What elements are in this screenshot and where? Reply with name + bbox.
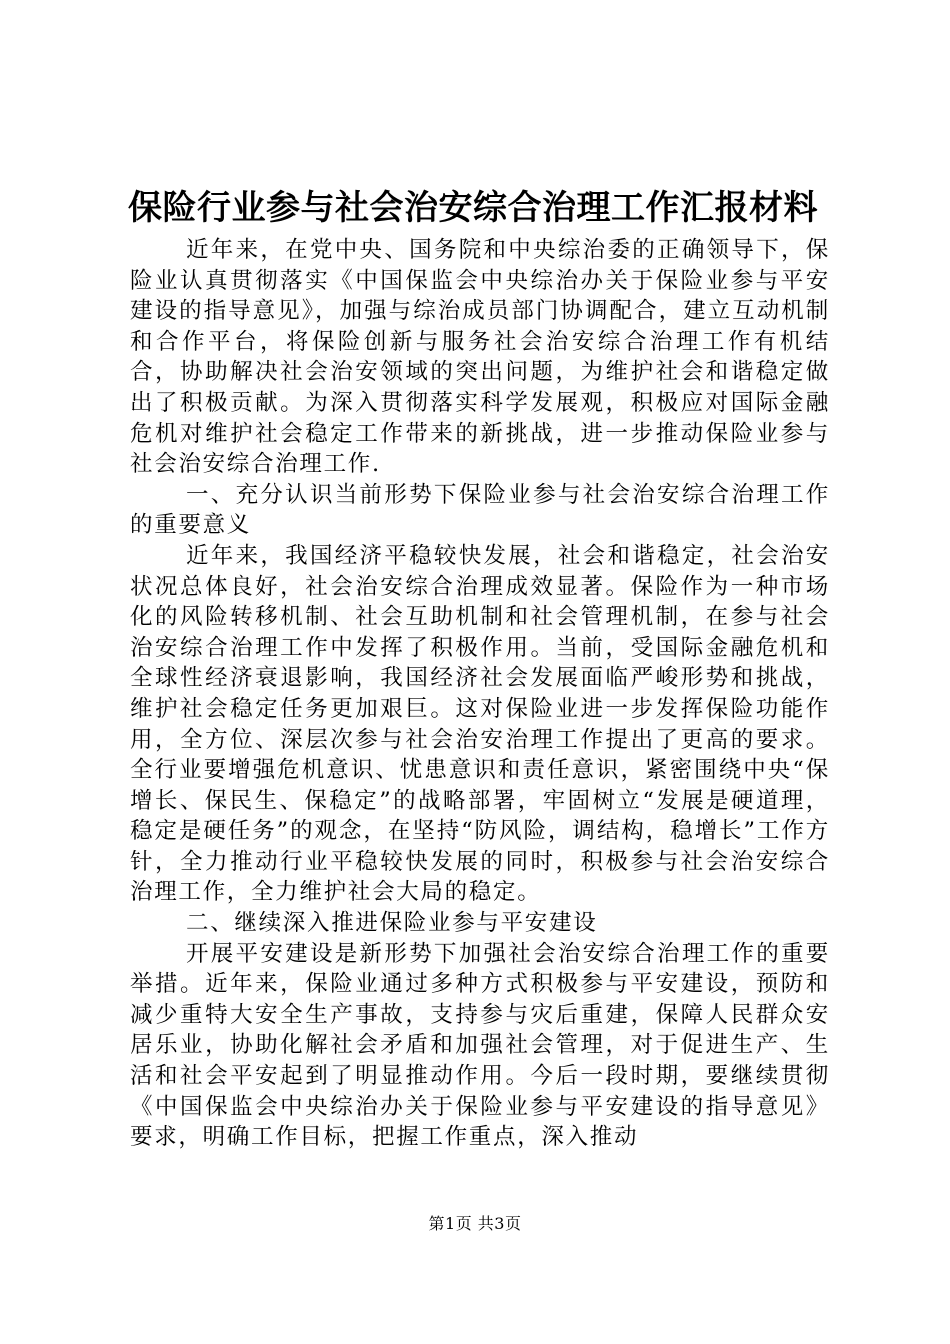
section-heading-1: 一、充分认识当前形势下保险业参与社会治安综合治理工作的重要意义	[130, 481, 830, 539]
section-2-paragraph: 开展平安建设是新形势下加强社会治安综合治理工作的重要举措。近年来，保险业通过多种方式积极参与平安建设，预防和减少重特大安全生产事故，支持参与灾后重建，保障人民群众安居乐业，协助化解社会矛盾和加强社会管理，对于促进生产、生活和社会平安起到了明显推动作用。今后一段时期，要继续贯彻《中国保监会中央综治办关于保险业参与平安建设的指导意见》要求，明确工作目标，把握工作重点，深入推动	[130, 940, 830, 1151]
document-title: 保险行业参与社会治安综合治理工作汇报材料	[128, 188, 818, 228]
section-heading-2: 二、继续深入推进保险业参与平安建设	[186, 910, 598, 937]
section-1-paragraph: 近年来，我国经济平稳较快发展，社会和谐稳定，社会治安状况总体良好，社会治安综合治理成效显著。保险作为一种市场化的风险转移机制、社会互助机制和社会管理机制，在参与社会治安综合治理工作中发挥了积极作用。当前，受国际金融危机和全球性经济衰退影响，我国经济社会发展面临严峻形势和挑战，维护社会稳定任务更加艰巨。这对保险业进一步发挥保险功能作用，全方位、深层次参与社会治安治理工作提出了更高的要求。全行业要增强危机意识、忧患意识和责任意识，紧密围绕中央“保增长、保民生、保稳定”的战略部署，牢固树立“发展是硬道理，稳定是硬任务”的观念，在坚持“防风险，调结构，稳增长”工作方针，全力推动行业平稳较快发展的同时，积极参与社会治安综合治理工作，全力维护社会大局的稳定。	[130, 542, 830, 906]
document-body	[130, 235, 830, 1153]
page-footer: 第1页 共3页	[428, 1214, 522, 1233]
intro-paragraph: 近年来，在党中央、国务院和中央综治委的正确领导下，保险业认真贯彻落实《中国保监会中央综治办关于保险业参与平安建设的指导意见》，加强与综治成员部门协调配合，建立互动机制和合作平台，将保险创新与服务社会治安综合治理工作有机结合，协助解决社会治安领域的突出问题，为维护社会和谐稳定做出了积极贡献。为深入贯彻落实科学发展观，积极应对国际金融危机对维护社会稳定工作带来的新挑战，进一步推动保险业参与社会治安综合治理工作.	[130, 237, 830, 478]
